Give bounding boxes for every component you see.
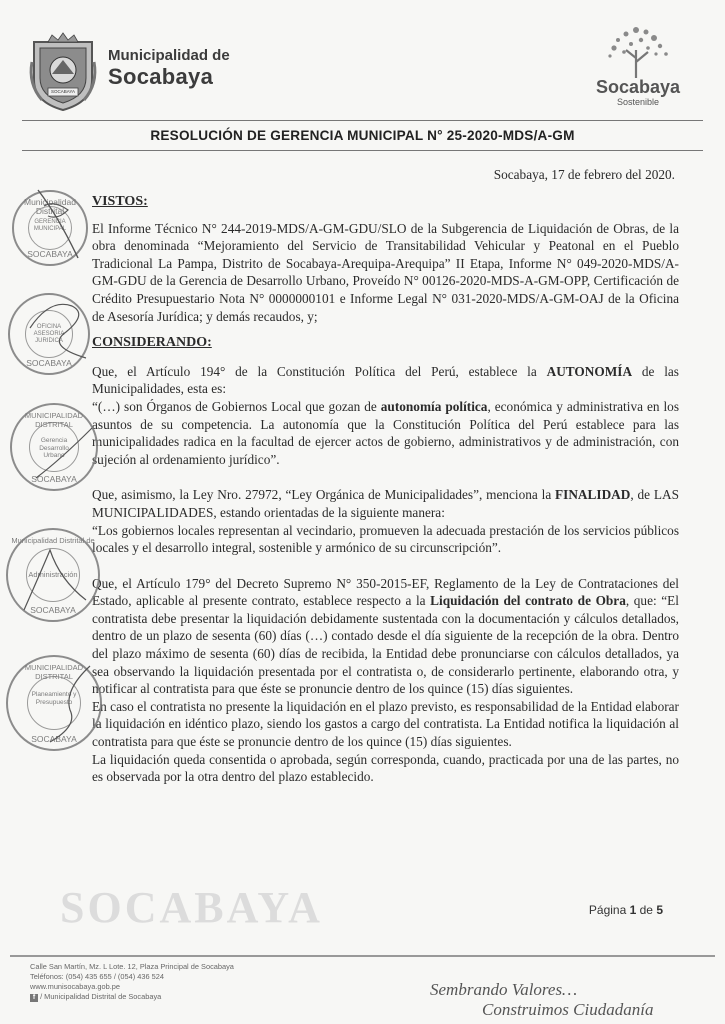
crest-label: SOCABAYA bbox=[50, 89, 76, 94]
resolution-title: RESOLUCIÓN DE GERENCIA MUNICIPAL N° 25-2020-MDS/A-GM bbox=[150, 128, 575, 143]
org-name-line1: Municipalidad de bbox=[108, 47, 230, 64]
slogan-line-2: Construimos Ciudadanía bbox=[482, 1000, 654, 1019]
municipality-name bbox=[108, 48, 230, 88]
document-body bbox=[92, 193, 679, 786]
considerando-paragraph-1: Que, el Artículo 194° de la Constitución Política del Perú, establece la AUTONOMÍA de las Municipalidades, esta es: bbox=[92, 363, 679, 397]
vistos-heading: VISTOS: bbox=[92, 194, 148, 209]
considerando-quote-2: “Los gobiernos locales representan al vecindario, promueven la adecuada prestación de los servicios públicos locales y el desarrollo integral, sostenible y armónico de su circunscripción”. bbox=[92, 522, 679, 556]
footer-website[interactable]: www.munisocabaya.gob.pe bbox=[30, 982, 120, 991]
considerando-heading: CONSIDERANDO: bbox=[92, 335, 212, 351]
planeamiento-presupuesto-stamp: MUNICIPALIDAD DISTRITAL Planeamiento y Presupuesto SOCABAYA bbox=[6, 655, 102, 751]
desarrollo-urbano-stamp: MUNICIPALIDAD DISTRITAL Gerencia Desarrollo Urbano SOCABAYA bbox=[10, 403, 98, 491]
footer-address: Calle San Martín, Mz. L Lote. 12, Plaza Principal de Socabaya bbox=[30, 962, 234, 971]
footer-contact bbox=[30, 962, 234, 1002]
considerando-paragraph-3: Que, el Artículo 179° del Decreto Supremo N° 350-2015-EF, Reglamento de la Ley de Contrataciones del Estado, aplicable al presente contrato, establece respecto a la Liquidación del contrato de Obra, que: “El contratista debe presentar la liquidación debidamente sustentada con la documentación y cálculos detallados, dentro de un plazo de sesenta (60) días (…) contado desde el día siguiente de la recepción de la obra. Dentro del plazo máximo de sesenta (60) días de recibida, la Entidad debe pronunciarse con cálculos detallados, ya sea observando la liquidación presentada por el contratista o, de considerarlo pertinente, elaborando otra, y notificar al contratista para que éste se pronuncie dentro de los quince (15) días siguientes. bbox=[92, 575, 679, 697]
vistos-paragraph: El Informe Técnico N° 244-2019-MDS/A-GM-GDU/SLO de la Subgerencia de Liquidación de Obras, de la obra denominada “Mejoramiento del Servicio de Transitabilidad Vehicular y Peatonal en el Pueblo Tradicional La Pampa, Distrito de Socabaya-Arequipa-Arequipa” II Etapa, Informe N° 049-2020-MDS/A-GM-GDU de la Gerencia de Desarrollo Urbano, Proveído N° 00126-2020-MDS-A-GM-OPP, Certificación de Crédito Presupuestario Nota N° 0000000101 e Informe Legal N° 031-2020-MDS/A-GM-OAJ de la Oficina de Asesoría Jurídica; y demás recaudos, y; bbox=[92, 220, 679, 324]
socabaya-sostenible-logo bbox=[596, 24, 682, 80]
brand-wordmark bbox=[588, 78, 688, 107]
footer-phones: Teléfonos: (054) 435 655 / (054) 436 524 bbox=[30, 972, 164, 981]
slogan-line-1: Sembrando Valores… bbox=[430, 980, 578, 999]
brand-tagline: Sostenible bbox=[616, 97, 660, 107]
footer-divider bbox=[10, 955, 715, 957]
page-number: Página 1 de 5 bbox=[588, 903, 663, 917]
considerando-paragraph-5: La liquidación queda consentida o aprobada, según corresponda, cuando, practicada por una de las partes, no es observada por la otra dentro del plazo establecido. bbox=[92, 751, 679, 785]
signature-mark-5 bbox=[40, 660, 102, 746]
document-date: Socabaya, 17 de febrero del 2020. bbox=[493, 167, 675, 182]
considerando-paragraph-2: Que, asimismo, la Ley Nro. 27972, “Ley Orgánica de Municipalidades”, menciona la FINALIDAD, de LAS MUNICIPALIDADES, estando orientadas de la siguiente manera: bbox=[92, 487, 679, 520]
gerencia-municipal-stamp: Municipalidad Distrital GERENCIA MUNICIPAL SOCABAYA bbox=[12, 190, 88, 266]
brand-name: Socabaya bbox=[595, 77, 681, 97]
header-divider-bottom bbox=[22, 150, 703, 151]
signature-mark-3 bbox=[30, 420, 100, 490]
org-name-line2: Socabaya bbox=[108, 64, 214, 89]
administracion-stamp: Municipalidad Distrital de Administración SOCABAYA bbox=[6, 528, 100, 622]
socabaya-watermark: SOCABAYA bbox=[60, 883, 323, 932]
asesoria-juridica-stamp: OFICINA ASESORIA JURIDICA SOCABAYA bbox=[8, 293, 90, 375]
signature-mark-1 bbox=[28, 186, 88, 266]
facebook-icon: f bbox=[30, 994, 38, 1002]
municipal-crest-logo bbox=[26, 32, 100, 112]
footer-slogan bbox=[430, 980, 653, 1020]
signature-mark-2 bbox=[26, 288, 98, 368]
signature-mark-4 bbox=[20, 540, 90, 620]
footer-facebook[interactable]: f / Municipalidad Distrital de Socabaya bbox=[30, 992, 234, 1002]
header-divider-top bbox=[22, 120, 703, 121]
considerando-quote-1: “(…) son Órganos de Gobiernos Local que gozan de autonomía política, económica y administrativa en los asuntos de su competencia. La autonomía que la Constitución Política del Perú establece para las municipalidades radica en la facultad de ejercer actos de gobierno, administrativos y de administración, con sujeción al ordenamiento jurídico”. bbox=[92, 398, 680, 467]
considerando-paragraph-4: En caso el contratista no presente la liquidación en el plazo previsto, es responsabilidad de la Entidad elaborar la liquidación en idéntico plazo, siendo los gastos a cargo del contratista. La Entidad notifica la liquidación al contratista para que éste se pronuncie dentro de los quince (15) días siguientes. bbox=[92, 698, 679, 750]
